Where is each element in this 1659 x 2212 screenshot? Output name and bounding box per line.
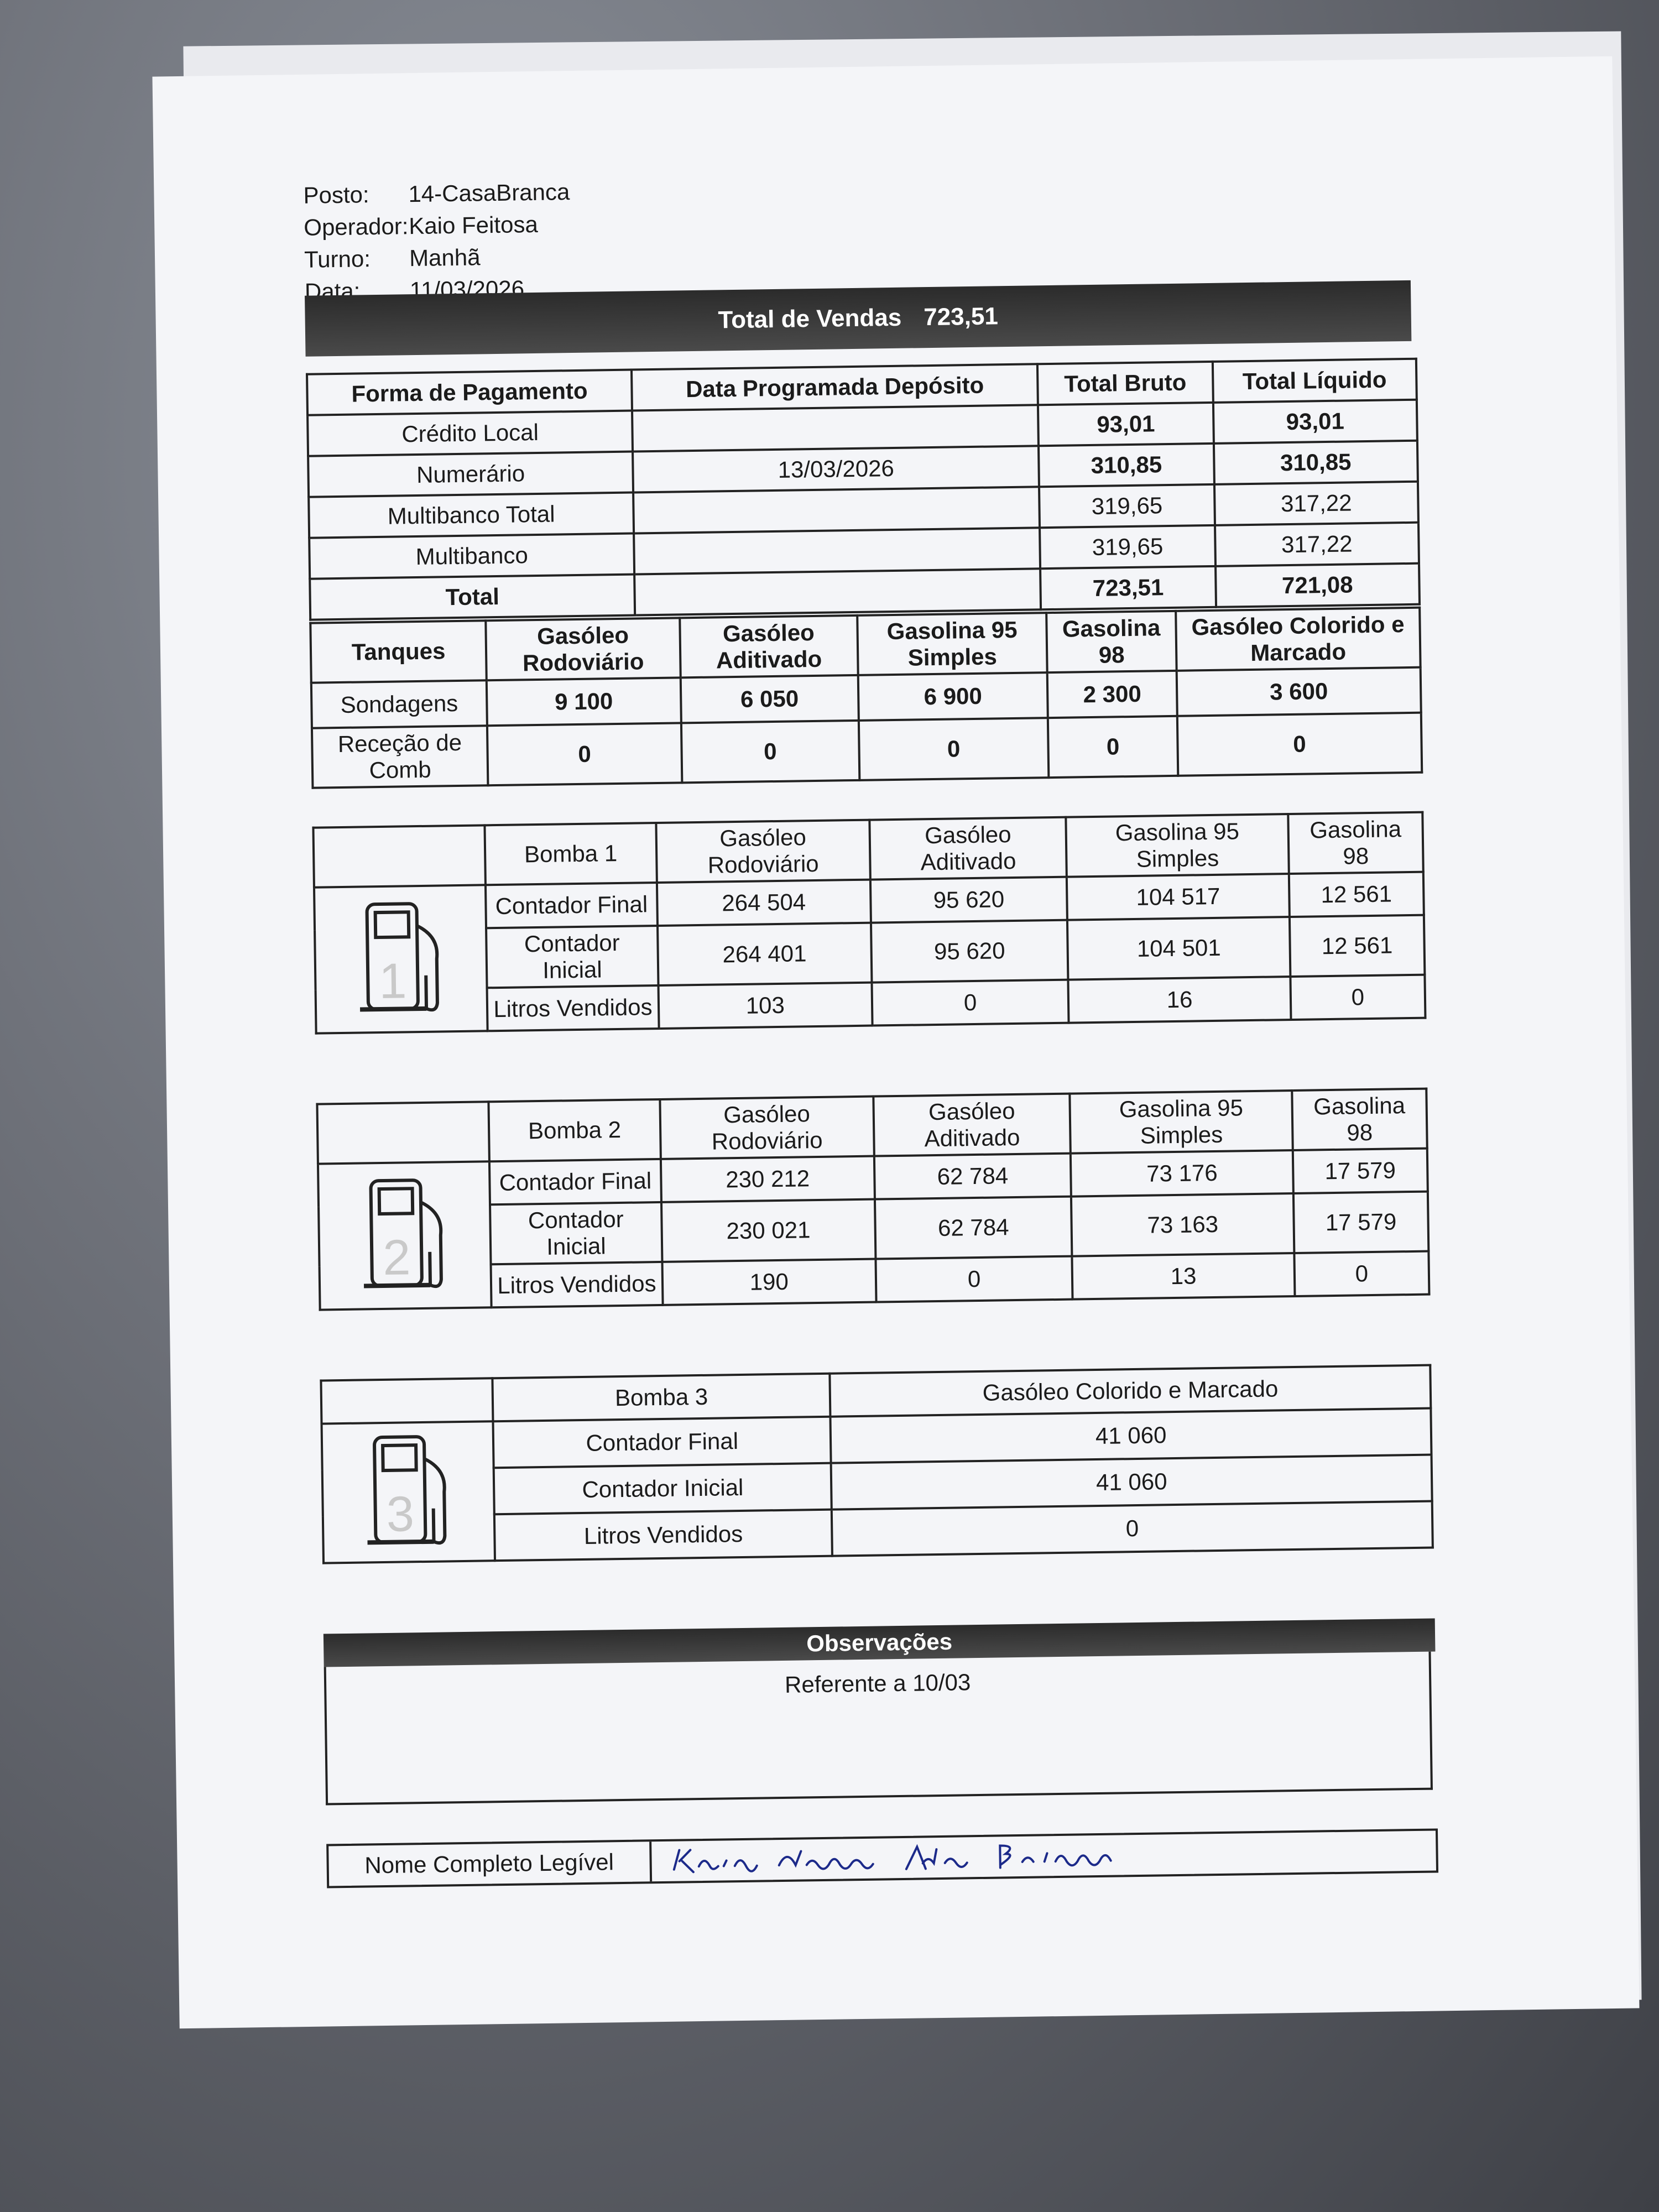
pump-icon-cell: [322, 1421, 495, 1563]
tank-cell: 3 600: [1177, 667, 1421, 716]
header-info: [303, 176, 571, 308]
fuel-pump-icon: [320, 891, 482, 1026]
turno-label: Turno:: [304, 246, 371, 273]
pump-header: Gasóleo Rodoviário: [656, 820, 870, 883]
tanks-header: Gasolina 98: [1046, 611, 1176, 672]
pump-header: Gasóleo Aditivado: [873, 1094, 1071, 1156]
observacoes-bar: Observações: [324, 1618, 1436, 1667]
payment-cell: [634, 568, 1041, 615]
pump-header: Bomba 2: [488, 1099, 660, 1161]
pump-cell: 0: [1290, 975, 1425, 1020]
pump-cell: 62 784: [874, 1154, 1072, 1199]
payment-cell: 93,01: [1038, 403, 1213, 446]
pump-3-table: [320, 1364, 1433, 1564]
payment-cell: 723,51: [1040, 566, 1215, 609]
tank-cell: 0: [681, 721, 859, 782]
tank-cell: 0: [487, 723, 682, 785]
pump-cell: 103: [658, 983, 872, 1029]
payment-cell: 93,01: [1213, 400, 1417, 444]
pump-cell: Litros Vendidos: [487, 985, 659, 1031]
total-vendas-value: 723,51: [923, 302, 999, 331]
pump-header: Gasolina 98: [1288, 812, 1423, 874]
posto-value: 14-CasaBranca: [408, 179, 570, 207]
data-label: Data:: [304, 278, 361, 305]
document-sheet: [152, 56, 1639, 2029]
pump-1-table: [312, 811, 1426, 1035]
pump-header: Gasolina 95 Simples: [1070, 1091, 1293, 1154]
tanks-table: [309, 607, 1423, 789]
payment-cell: [634, 528, 1040, 574]
pump-cell: Contador Inicial: [494, 1463, 832, 1515]
pump-icon-cell: [314, 885, 488, 1033]
payment-cell: 317,22: [1214, 482, 1418, 525]
payment-cell: [632, 405, 1039, 451]
pump-header: Gasolina 98: [1292, 1089, 1427, 1150]
payment-cell: Numerário: [308, 452, 633, 497]
payments-table: [306, 358, 1421, 621]
observacoes-text: Referente a 10/03: [784, 1669, 971, 1698]
icon-header-blank: [313, 825, 485, 887]
pump-cell: 95 620: [870, 877, 1068, 923]
payments-header: Total Bruto: [1037, 362, 1213, 405]
payment-cell: 317,22: [1215, 523, 1419, 566]
payment-cell: [633, 487, 1040, 533]
icon-header-blank: [317, 1102, 489, 1164]
data-value: 11/03/2026: [409, 275, 525, 304]
pump-cell: 0: [832, 1501, 1433, 1556]
pump-header: Gasóleo Aditivado: [869, 817, 1067, 880]
payment-cell: 13/03/2026: [633, 446, 1039, 492]
pump-header: Gasóleo Rodoviário: [660, 1097, 874, 1159]
pump-cell: 17 579: [1293, 1149, 1428, 1193]
pump-header: Gasolina 95 Simples: [1066, 814, 1289, 877]
pump-header: Bomba 1: [484, 823, 656, 885]
tank-cell: Sondagens: [311, 680, 487, 728]
pump-cell: 95 620: [871, 920, 1068, 983]
pump-cell: 264 401: [658, 923, 872, 985]
handwritten-signature: [668, 1834, 1222, 1881]
payment-cell: 319,65: [1040, 525, 1215, 568]
payments-header: Forma de Pagamento: [307, 370, 632, 415]
tanks-header: Gasolina 95 Simples: [857, 613, 1047, 675]
pump-cell: 0: [872, 980, 1069, 1026]
pump-cell: Litros Vendidos: [494, 1510, 832, 1561]
pump-cell: 73 176: [1071, 1150, 1293, 1197]
pump-cell: 104 517: [1067, 874, 1289, 920]
pump-cell: 41 060: [831, 1455, 1432, 1510]
pump-icon-cell: [318, 1161, 492, 1310]
payment-cell: 721,08: [1215, 564, 1420, 607]
payments-header: Total Líquido: [1213, 359, 1417, 403]
pump-cell: 104 501: [1067, 917, 1290, 980]
payment-cell: 319,65: [1039, 484, 1214, 528]
tank-cell: 0: [1177, 713, 1422, 776]
pump-cell: 73 163: [1071, 1193, 1294, 1256]
payment-cell: Total: [310, 575, 635, 620]
tank-cell: 0: [859, 718, 1049, 780]
pump-cell: Litros Vendidos: [491, 1262, 663, 1307]
pump-number: 1: [378, 953, 408, 1010]
posto-label: Posto:: [303, 181, 369, 208]
payment-cell: 310,85: [1039, 444, 1214, 487]
operador-label: Operador:: [303, 213, 409, 241]
tanks-header: Tanques: [310, 620, 487, 682]
total-vendas-label: Total de Vendas: [718, 304, 902, 334]
pump-cell: 0: [875, 1256, 1073, 1302]
pump-number: 3: [386, 1486, 415, 1542]
tank-cell: 9 100: [487, 677, 681, 726]
tanks-header: Gasóleo Colorido e Marcado: [1176, 608, 1421, 671]
payment-cell: Multibanco Total: [309, 493, 634, 538]
pump-cell: 230 212: [661, 1156, 875, 1202]
pump-cell: 0: [1294, 1251, 1429, 1296]
payment-cell: 310,85: [1214, 441, 1418, 484]
pump-cell: 12 561: [1290, 915, 1425, 977]
signature-field: [651, 1831, 1436, 1882]
pump-cell: 230 021: [661, 1199, 875, 1262]
signature-row: [326, 1828, 1438, 1888]
tank-cell: 6 050: [680, 675, 858, 723]
tank-cell: 2 300: [1047, 671, 1177, 718]
fuel-pump-icon: [327, 1425, 489, 1559]
pump-cell: 62 784: [875, 1197, 1072, 1259]
payment-cell: Crédito Local: [307, 411, 633, 456]
tank-cell: 0: [1048, 716, 1178, 778]
payments-header: Data Programada Depósito: [632, 364, 1038, 410]
turno-value: Manhã: [409, 244, 481, 272]
pump-cell: Contador Final: [493, 1417, 831, 1468]
pump-header: Bomba 3: [492, 1374, 830, 1422]
pump-cell: 16: [1068, 977, 1291, 1023]
pump-cell: Contador Final: [489, 1159, 661, 1204]
observacoes-box: [324, 1652, 1433, 1806]
tanks-header: Gasóleo Aditivado: [680, 615, 858, 677]
pump-2-table: [316, 1088, 1430, 1311]
fuel-pump-icon: [324, 1168, 486, 1303]
pump-cell: 264 504: [657, 880, 871, 926]
tank-cell: 6 900: [858, 672, 1048, 721]
icon-header-blank: [321, 1378, 493, 1423]
pump-cell: Contador Inicial: [486, 926, 658, 988]
tank-cell: Receção de Comb: [312, 726, 488, 787]
operador-value: Kaio Feitosa: [408, 211, 539, 239]
pump-cell: 13: [1072, 1253, 1295, 1300]
pump-cell: Contador Inicial: [490, 1202, 662, 1264]
signature-label: Nome Completo Legível: [328, 1841, 652, 1886]
pump-cell: 17 579: [1293, 1192, 1429, 1253]
payment-cell: Multibanco: [309, 534, 634, 579]
pump-cell: 190: [662, 1259, 876, 1305]
tanks-header: Gasóleo Rodoviário: [486, 618, 680, 680]
pump-number: 2: [382, 1230, 411, 1286]
pump-header: Gasóleo Colorido e Marcado: [830, 1365, 1431, 1417]
pump-cell: Contador Final: [486, 883, 658, 928]
pump-cell: 12 561: [1289, 872, 1424, 917]
pump-cell: 41 060: [831, 1408, 1432, 1463]
